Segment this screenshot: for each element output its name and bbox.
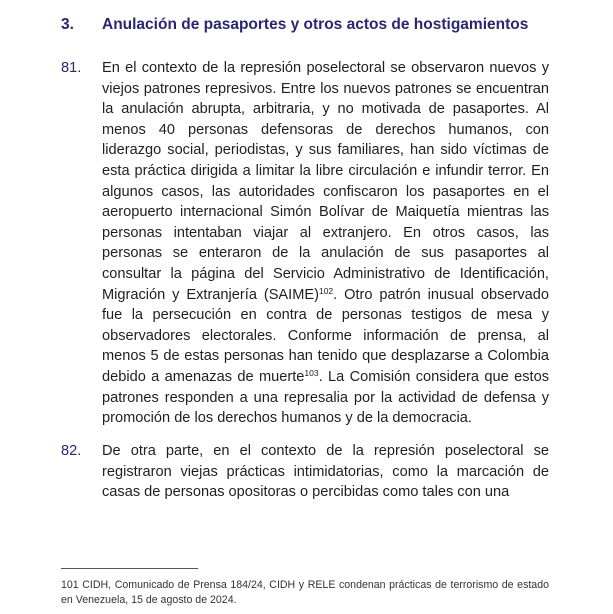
paragraph-number: 82. [61, 443, 82, 459]
footnote-ref-103[interactable]: 103 [304, 367, 319, 378]
paragraph-text [102, 58, 549, 429]
paragraph-text-part: En el contexto de la represión poselectoral se observaron nuevos y viejos patrones represivos. Entre los nuevos patrones se encuentran la anulación abrupta, arbitraria, y no motivada de pasaportes. Al menos 40 personas defensoras de derechos humanos, con liderazgo social, periodistas, y sus familiares, han sido víctimas de esta práctica dirigida a limitar la libre circulación e infundir terror. En algunos casos, las autoridades confiscaron los pasaportes en el aeropuerto internacional Simón Bolívar de Maiquetía mientras las personas intentaban viajar al extranjero. En otros casos, las personas se enteraron de la anulación de sus pasaportes al consultar la página del Servicio Administrativo de Identificación, Migración y Extranjería (SAIME) [102, 60, 549, 303]
section-heading [61, 14, 591, 36]
paragraph-number: 81. [61, 60, 82, 76]
paragraph-text-part: . Otro patrón inusual observado fue la persecución en contra de personas testigos de mesa y observadores electorales. Conforme información de prensa, al menos 5 de estas personas han tenido que desplazarse a Colombia debido a amenazas de muerte [102, 286, 549, 385]
paragraph-81 [61, 58, 549, 429]
paragraph-82 [61, 441, 549, 503]
section-title: Anulación de pasaportes y otros actos de hostigamientos [102, 16, 529, 33]
footnote-ref-102[interactable]: 102 [318, 285, 334, 296]
paragraph-text-part: . La Comisión considera que estos patrones responden a una represalia por la actividad de defensa y promoción de los derechos humanos y de la democracia. [102, 368, 549, 427]
footnote: 101 CIDH, Comunicado de Prensa 184/24, CIDH y RELE condenan prácticas de terrorismo de estado en Venezuela, 15 de agosto de 2024. [61, 579, 549, 607]
footnote-divider [61, 568, 198, 569]
section-number: 3. [61, 16, 74, 33]
paragraph-text: De otra parte, en el contexto de la represión poselectoral se registraron viejas prácticas intimidatorias, como la marcación de casas de personas opositoras o percibidas como tales con una [102, 443, 549, 501]
